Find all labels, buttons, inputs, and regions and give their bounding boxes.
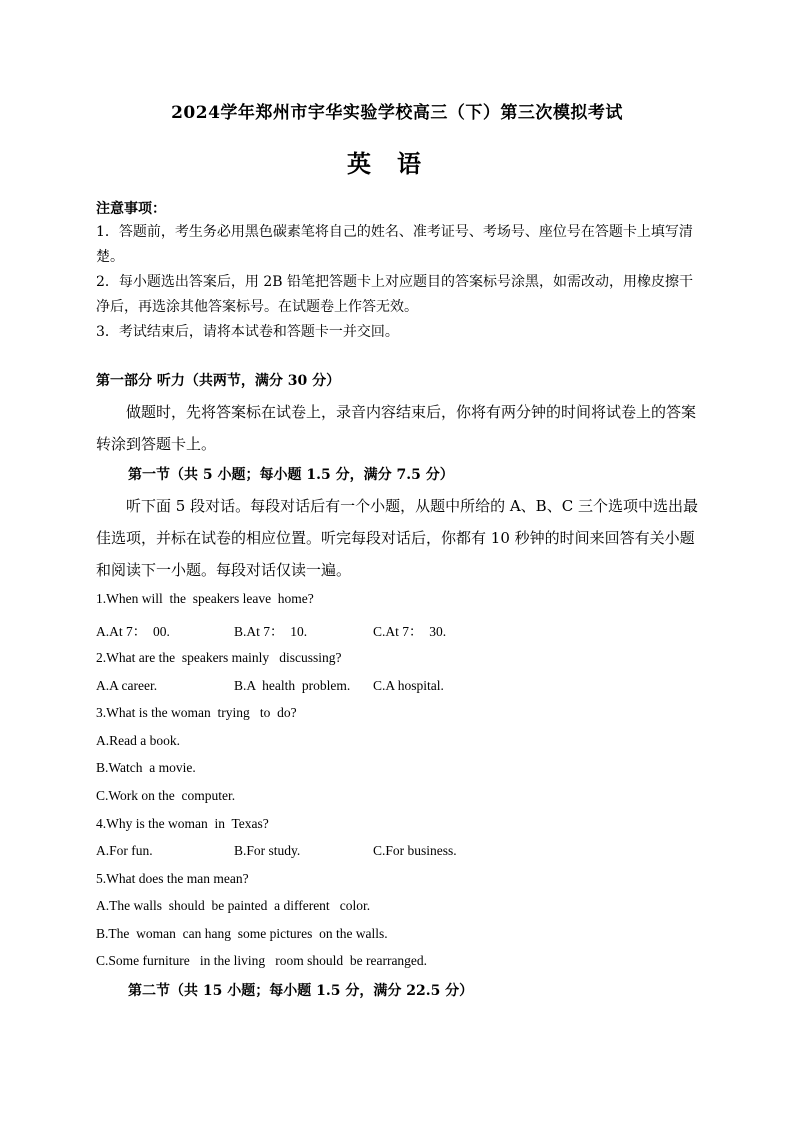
question-4-stem: 4.Why is the woman in Texas?	[96, 816, 269, 831]
part1-intro: 做题时，先将答案标在试卷上，录音内容结束后，你将有两分钟的时间将试卷上的答案转涂到答题卡上。	[96, 403, 697, 453]
question-5-option-c: C.Some furniture in the living room should be rearranged.	[96, 953, 428, 968]
question-1-stem: 1.When will the speakers leave home?	[96, 591, 314, 606]
question-4-option-a: A.For fun.	[96, 843, 153, 858]
notes-heading: 注意事项：	[96, 201, 166, 217]
question-5-option-a: A.The walls should be painted a different color.	[96, 898, 371, 913]
question-4-option-c: C.For business.	[373, 843, 457, 858]
question-3-option-a: A.Read a book.	[96, 733, 180, 748]
note-item-1: 1．答题前，考生务必用黑色碳素笔将自己的姓名、准考证号、考场号、座位号在答题卡上填写清楚。	[96, 224, 693, 265]
question-5-option-b: B.The woman can hang some pictures on the walls.	[96, 926, 388, 941]
section1-intro: 听下面 5 段对话。每段对话后有一个小题，从题中所给的 A、B、C 三个选项中选出最佳选项，并标在试卷的相应位置。听完每段对话后，你都有 10 秒钟的时间来回答有关小题和阅读下一小题。每段对话仅读一遍。	[96, 497, 698, 579]
question-2-option-a: A.A career.	[96, 678, 158, 693]
section1-heading: 第一节（共 5 小题；每小题 1.5 分，满分 7.5 分）	[128, 467, 454, 483]
question-3-stem: 3.What is the woman trying to do?	[96, 705, 297, 720]
question-2-stem: 2.What are the speakers mainly discussing?	[96, 650, 342, 665]
question-1-option-c: C.At 7： 30.	[373, 624, 447, 639]
question-1-option-a: A.At 7： 00.	[96, 624, 170, 639]
question-3-option-b: B.Watch a movie.	[96, 760, 196, 775]
question-2-option-c: C.A hospital.	[373, 678, 444, 693]
note-item-2: 2．每小题选出答案后，用 2B 铅笔把答题卡上对应题目的答案标号涂黑，如需改动，用橡皮擦干净后，再选涂其他答案标号。在试题卷上作答无效。	[96, 274, 694, 315]
note-item-3: 3．考试结束后，请将本试卷和答题卡一并交回。	[96, 324, 399, 340]
question-2-option-b: B.A health problem.	[234, 678, 351, 693]
question-4-option-b: B.For study.	[234, 843, 301, 858]
exam-title: 2024学年郑州市宇华实验学校高三（下）第三次模拟考试	[171, 103, 623, 123]
question-5-stem: 5.What does the man mean?	[96, 871, 249, 886]
section2-heading: 第二节（共 15 小题；每小题 1.5 分，满分 22.5 分）	[128, 983, 474, 999]
part1-heading: 第一部分 听力（共两节，满分 30 分）	[96, 373, 341, 389]
question-3-option-c: C.Work on the computer.	[96, 788, 236, 803]
subject-title: 英语	[347, 149, 447, 178]
question-1-option-b: B.At 7： 10.	[234, 624, 308, 639]
